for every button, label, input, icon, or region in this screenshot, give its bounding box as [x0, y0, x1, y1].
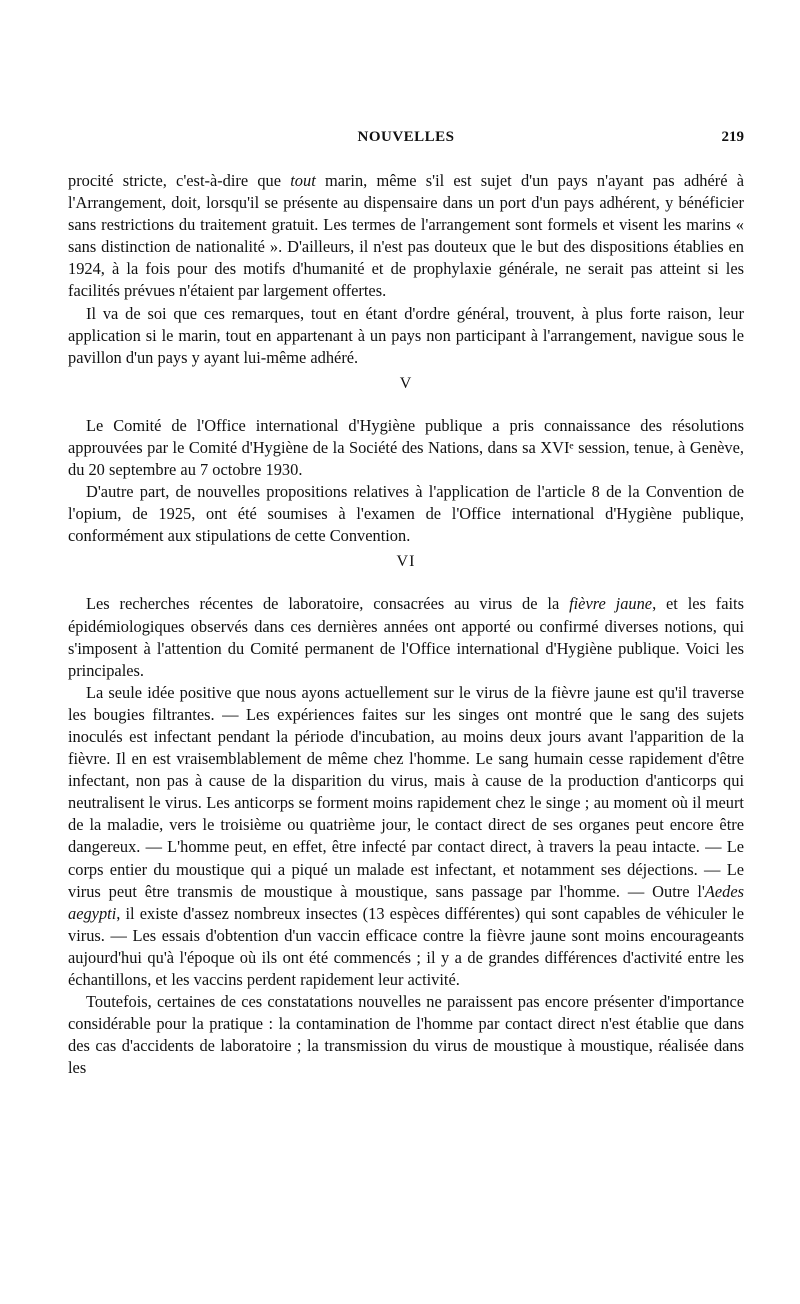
- paragraph-text: , et les faits épidémiologiques observés dans ces dernières années ont apporté ou confirmé diverses notions, qui s'imposent à l'attention du Comité permanent de l'Office international d'Hygiène publique. Voici les principales.: [68, 594, 744, 680]
- section-heading-v: V: [399, 374, 413, 392]
- running-title: NOUVELLES: [357, 129, 455, 145]
- paragraph-text: , il existe d'assez nombreux insectes (13 espèces différentes) qui sont capables de véhiculer le virus. — Les essais d'obtention d'un vaccin efficace contre la fièvre jaune sont moins encourageants aujourd'hui qu'à l'époque où ils ont été commencés ; il y a de grandes différences d'activité entre les échantillons, et les vaccins perdent rapidement leur activité.: [68, 903, 744, 989]
- paragraph: D'autre part, de nouvelles propositions relatives à l'application de l'article 8 de la Convention de l'opium, de 1925, ont été soumises à l'examen de l'Office international d'Hygiène publique, conformément aux stipulations de cette Convention.: [68, 482, 744, 546]
- body-text: [68, 170, 744, 1079]
- paragraph: [68, 682, 744, 991]
- paragraph: Il va de soi que ces remarques, tout en étant d'ordre général, trouvent, à plus forte raison, leur application si le marin, tout en appartenant à un pays non participant à l'arrangement, navigue sous le pavillon d'un pays y ayant lui-même adhéré.: [68, 303, 744, 367]
- emphasis: fièvre jaune: [569, 594, 653, 614]
- page-header: [68, 126, 744, 148]
- emphasis: tout: [290, 171, 316, 190]
- paragraph-text: procité stricte, c'est-à-dire que: [68, 171, 282, 190]
- paragraph-text: marin, même s'il est sujet d'un pays n'ayant pas adhéré à l'Arrangement, doit, lorsqu'il se présente au dispensaire dans un port d'un pays adhérent, y bénéficier sans restrictions du traitement gratuit. Les termes de l'arrangement sont formels et visent les marins « sans distinction de nationalité ». D'ailleurs, il n'est pas douteux que le but des dispositions établies en 1924, à la fois pour des motifs d'humanité et de prophylaxie générale, ne serait pas atteint si les facilités prévues n'étaient par largement offertes.: [68, 171, 744, 301]
- page-number: 219: [721, 129, 744, 145]
- paragraph-text: Les recherches récentes de laboratoire, consacrées au virus de la: [86, 594, 570, 614]
- paragraph: Toutefois, certaines de ces constatations nouvelles ne paraissent pas encore présenter d'importance considérable pour la pratique : la contamination de l'homme par contact direct n'est établie que dans des cas d'accidents de laboratoire ; la transmission du virus de moustique à moustique, réalisée dans les: [68, 992, 744, 1078]
- paragraph: [68, 593, 744, 681]
- emphasis: Aedes aegypti: [68, 881, 744, 923]
- paragraph: Le Comité de l'Office international d'Hygiène publique a pris connaissance des résolutions approuvées par le Comité d'Hygiène de la Société des Nations, dans sa XVIᵉ session, tenue, à Genève, du 20 septembre au 7 octobre 1930.: [68, 415, 744, 480]
- paragraph-text: La seule idée positive que nous ayons actuellement sur le virus de la fièvre jaune est qu'il traverse les bougies filtrantes. — Les expériences faites sur les singes ont montré que le sang des sujets inoculés est infectant pendant la période d'incubation, au moins deux jours avant l'apparition de la fièvre. Il en est vraisemblablement de même chez l'homme. Le sang humain cesse rapidement d'être infectant, non pas à cause de la disparition du virus, mais à cause de la production d'anticorps qui neutralisent le virus. Les anticorps se forment moins rapidement chez le singe ; au moment où il meurt de la maladie, vers le troisième ou quatrième jour, le contact direct de ses organes peut encore être dangereux. — L'homme peut, en effet, être infecté par contact direct, à travers la peau intacte. — Le corps entier du moustique qui a piqué un malade est infectant, et notamment ses déjections. — Le virus peut être transmis de moustique à moustique, sans passage par l'homme. — Outre l': [68, 682, 744, 901]
- paragraph: [68, 170, 744, 303]
- section-heading-vi: VI: [396, 553, 416, 571]
